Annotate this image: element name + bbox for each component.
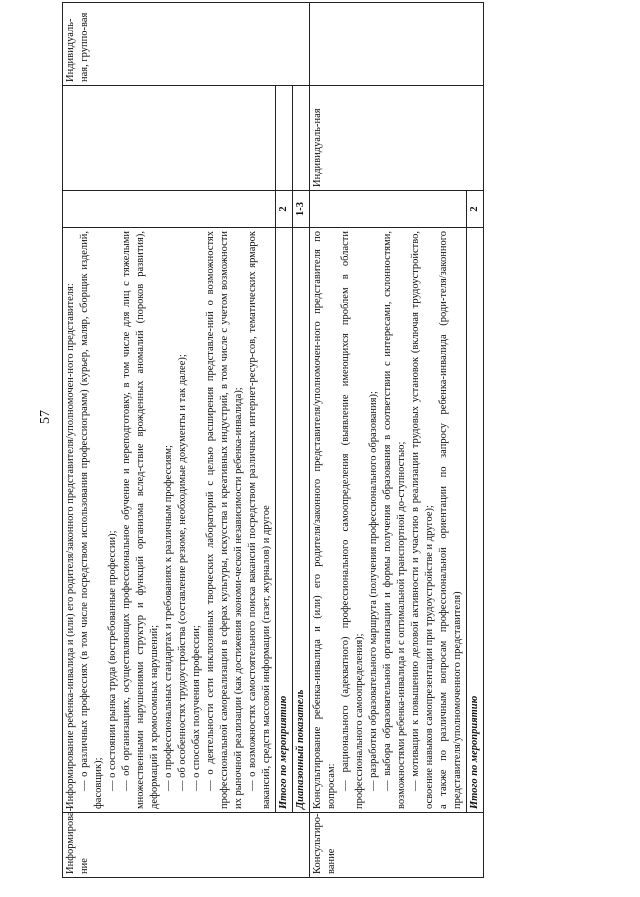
inform-description bbox=[63, 228, 276, 813]
consult-extra: а также по различным вопросам профессиональной ориентации по запросу ребенка-инвалида (роди-теля/законного представителя/уполномоченного представителя) bbox=[438, 231, 463, 809]
list-item: — о деятельности сети инклюзивных творческих лабораторий с целью расширения представле-ний о возможностях профессиональной самореализации в сферах культуры, искусства и креативных индустрий, в том числе с учетом возможности их рыночной реализации (как достижения экономи-ческой независимости ребенка-инвалида); bbox=[204, 231, 246, 809]
consult-intro: Консультирование ребенка-инвалида и (или) его родителя/законного представителя/уполномочен-ного представителя по вопросам: bbox=[312, 231, 337, 809]
inform-total-label: Итого по мероприятию bbox=[276, 228, 293, 813]
row-type-inform: Информирова-ние bbox=[63, 813, 310, 878]
list-item: — о способах получения профессии; bbox=[190, 231, 204, 809]
inform-range-label: Диапазонный показатель bbox=[293, 228, 310, 813]
empty-cell bbox=[310, 3, 484, 86]
inform-total-value: 2 bbox=[276, 191, 293, 228]
list-item: — об особенностях трудоустройства (составление резюме, необходимые документы и так далее); bbox=[176, 231, 190, 809]
table-row bbox=[293, 3, 310, 878]
empty-cell bbox=[63, 191, 276, 228]
consult-form: Индивидуаль-ная bbox=[310, 86, 484, 191]
empty-cell bbox=[293, 86, 310, 191]
table-row bbox=[63, 3, 276, 878]
table-row bbox=[276, 3, 293, 878]
list-item: — выбора образовательной организации и формы получения образования в соответствии с интересами, склонностями, возможностями ребенка-инвалида и с оптимальной транспортной до-ступностью; bbox=[381, 231, 409, 809]
list-item: — об организациях, осуществляющих профессиональное обучение и переподготовку, в том числе для лиц с тяжелыми множественными нарушениями структур и функций организма вслед-ствие врожденных аномалий (пороков развития), деформаций и хромосомных нарушений; bbox=[120, 231, 162, 809]
row-type-consult: Консультиро-вание bbox=[310, 813, 484, 878]
list-item: — разработки образовательного маршрута (получения профессионального образования); bbox=[367, 231, 381, 809]
page-number: 57 bbox=[38, 410, 53, 424]
rotated-table-container bbox=[62, 12, 610, 878]
consult-total-label: Итого по мероприятию bbox=[467, 228, 484, 813]
list-item: — рационального (адекватного) профессионального самоопределения (выявление имеющихся проблем в области профессионального самоопределения); bbox=[339, 231, 367, 809]
services-table bbox=[62, 2, 484, 878]
empty-cell bbox=[63, 86, 276, 191]
list-item: — о состоянии рынка труда (востребованные профессии); bbox=[106, 231, 120, 809]
list-item: — о профессиональных стандартах и требованиях к различным профессиям; bbox=[162, 231, 176, 809]
list-item: — о возможностях самостоятельного поиска вакансий посредством различных интернет-ресур-сов, тематических ярмарок вакансий, средств массовой информации (газет, журналов) и другое bbox=[246, 231, 274, 809]
list-item: — о различных профессиях (в том числе посредством использования профессиограмм) (курьер, маляр, сборщик изделий, фасовщик); bbox=[78, 231, 106, 809]
inform-intro: Информирование ребенка-инвалида и (или) его родителя/законного представителя/уполномочен-ного представителя: bbox=[65, 283, 76, 809]
consult-description bbox=[310, 228, 467, 813]
empty-cell bbox=[276, 86, 293, 191]
consult-total-value: 2 bbox=[467, 191, 484, 228]
list-item: — мотивации к повышению деловой активности и участию в реализации трудовых установок (включая трудоустройство, освоение навыков самопрезентации при трудоустройстве и другое); bbox=[409, 231, 437, 809]
inform-form: Индивидуаль-ная, группо-вая bbox=[63, 3, 310, 86]
table-row bbox=[310, 3, 467, 878]
empty-cell bbox=[310, 191, 467, 228]
inform-range-value: 1-3 bbox=[293, 191, 310, 228]
